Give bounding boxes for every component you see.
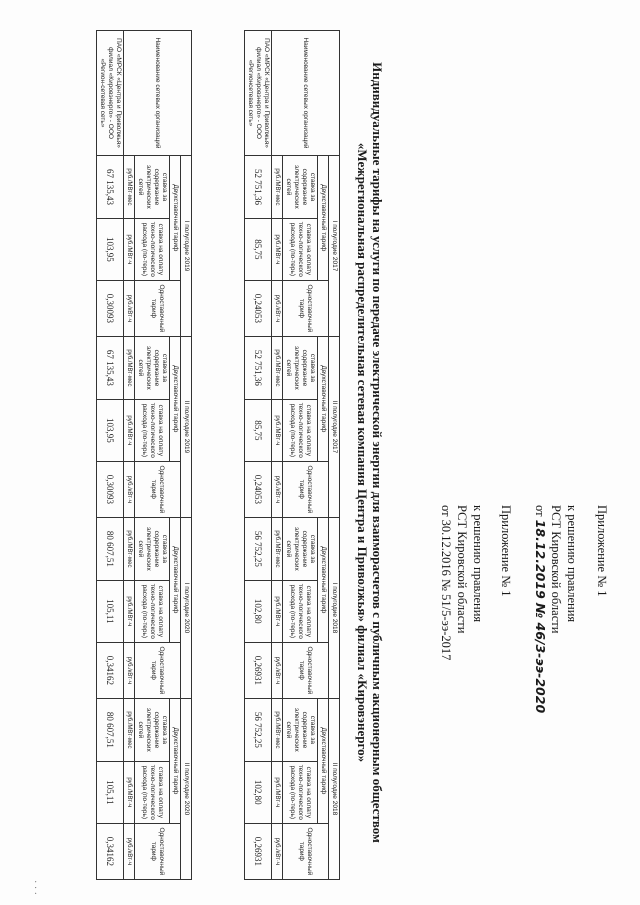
unit-cell: руб./кВт·ч: [272, 642, 283, 698]
units-row: [272, 31, 283, 880]
approval-original: [438, 505, 514, 735]
value-cell: 102,80: [245, 761, 272, 823]
approval-line: от 30.12.2016 № 51/5-ээ-2017: [439, 505, 453, 661]
value-cell: 0,24053: [245, 461, 272, 517]
unit-cell: руб./МВт·ч: [124, 399, 135, 461]
period-header: I полугодие 2018: [329, 517, 340, 698]
title-line-1: Индивидуальные тарифы на услуги по передаче электрической энергии для взаиморасчетов с публичным акционерным обществом: [370, 62, 385, 843]
two-part-header: Двухставочный тариф: [170, 336, 181, 461]
period-header: II полугодие 2020: [181, 698, 192, 879]
unit-cell: руб./кВт·ч: [272, 280, 283, 336]
org-name: ПАО «МРСК «Центра и Приволжья» филиал «Кировэнерго» - ООО «Регион-сетевая сеть»: [97, 31, 124, 156]
two-part-header: Двухставочный тариф: [170, 156, 181, 281]
title-line-2: «Межрегиональная распределительная сетевая компания Центра и Приволжья» филиал «Кировэнерго»: [355, 142, 370, 763]
period-header: I полугодие 2019: [181, 156, 192, 337]
approval-current: [532, 505, 610, 735]
maintenance-header: ставка за содержание электрических сетей: [135, 517, 170, 580]
one-part-header: Одноставочный тариф: [135, 280, 181, 336]
approval-line: РСТ Кировской области: [455, 505, 469, 634]
org-header: Наименование сетевых организаций: [124, 31, 192, 156]
unit-cell: руб./МВт·ч: [272, 218, 283, 280]
table-header-row: [283, 31, 318, 880]
table-row: [97, 31, 124, 880]
two-part-header: Двухставочный тариф: [318, 156, 329, 281]
approval-line: к решению правления: [471, 505, 485, 623]
value-cell: 0,30093: [97, 280, 124, 336]
losses-header: ставка на оплату техно-логического расхода (по-терь): [283, 399, 318, 461]
approval-stamps: [420, 505, 610, 735]
value-cell: 103,95: [97, 218, 124, 280]
unit-cell: руб./МВт·мес: [124, 156, 135, 219]
losses-header: ставка на оплату техно-логического расхода (по-терь): [283, 218, 318, 280]
one-part-header: Одноставочный тариф: [283, 642, 329, 698]
losses-header: ставка на оплату техно-логического расхода (по-терь): [135, 399, 170, 461]
maintenance-header: ставка за содержание электрических сетей: [135, 698, 170, 761]
unit-cell: руб./МВт·ч: [124, 761, 135, 823]
value-cell: 67 135,43: [97, 156, 124, 219]
unit-cell: руб./МВт·ч: [124, 580, 135, 642]
tariff-table-2017-2018: [244, 30, 340, 880]
losses-header: ставка на оплату техно-логического расхода (по-терь): [283, 580, 318, 642]
approval-line: Приложение № 1: [595, 505, 609, 597]
two-part-header: Двухставочный тариф: [318, 698, 329, 823]
unit-cell: руб./МВт·ч: [124, 218, 135, 280]
table-header-row: [329, 31, 340, 880]
unit-cell: руб./МВт·мес: [124, 517, 135, 580]
unit-cell: руб./МВт·ч: [272, 399, 283, 461]
table-header-row: [135, 31, 170, 880]
value-cell: 0,34162: [97, 642, 124, 698]
approval-line: РСТ Кировской области: [549, 505, 563, 634]
maintenance-header: ставка за содержание электрических сетей: [283, 156, 318, 219]
value-cell: 52 751,36: [245, 156, 272, 219]
unit-cell: руб./кВт·ч: [272, 461, 283, 517]
value-cell: 67 135,43: [97, 336, 124, 399]
unit-cell: руб./кВт·ч: [124, 280, 135, 336]
unit-cell: руб./МВт·мес: [272, 336, 283, 399]
value-cell: 0,26931: [245, 823, 272, 879]
unit-cell: руб./кВт·ч: [124, 823, 135, 879]
value-cell: 105,11: [97, 580, 124, 642]
period-header: I полугодие 2020: [181, 517, 192, 698]
two-part-header: Двухставочный тариф: [170, 698, 181, 823]
value-cell: 0,24053: [245, 280, 272, 336]
period-header: II полугодие 2017: [329, 336, 340, 517]
document-title: [355, 30, 385, 875]
value-cell: 56 752,25: [245, 517, 272, 580]
losses-header: ставка на оплату техно-логического расхода (по-терь): [135, 218, 170, 280]
value-cell: 80 607,51: [97, 698, 124, 761]
unit-cell: руб./кВт·ч: [124, 461, 135, 517]
value-cell: 56 752,25: [245, 698, 272, 761]
one-part-header: Одноставочный тариф: [283, 280, 329, 336]
value-cell: 103,95: [97, 399, 124, 461]
unit-cell: руб./МВт·мес: [272, 156, 283, 219]
approval-date-line: [532, 505, 548, 735]
one-part-header: Одноставочный тариф: [283, 823, 329, 879]
tariff-table-2019-2020: [96, 30, 192, 880]
maintenance-header: ставка за содержание электрических сетей: [135, 156, 170, 219]
one-part-header: Одноставочный тариф: [283, 461, 329, 517]
unit-cell: руб./кВт·ч: [272, 823, 283, 879]
unit-cell: руб./МВт·ч: [272, 761, 283, 823]
table-header-row: [318, 31, 329, 880]
table-header-row: [170, 31, 181, 880]
two-part-header: Двухставочный тариф: [318, 517, 329, 642]
value-cell: 80 607,51: [97, 517, 124, 580]
unit-cell: руб./МВт·ч: [272, 580, 283, 642]
unit-cell: руб./кВт·ч: [124, 642, 135, 698]
maintenance-header: ставка за содержание электрических сетей: [283, 698, 318, 761]
org-name: ПАО «МРСК «Центра и Приволжья» филиал «Кировэнерго» - ООО «Регионсетевая сеть»: [245, 31, 272, 156]
table-header-row: [181, 31, 192, 880]
handwritten-date-number: 18.12.2019 № 46/3-ээ-2020: [533, 519, 548, 714]
table-row: [245, 31, 272, 880]
two-part-header: Двухставочный тариф: [318, 336, 329, 461]
unit-cell: руб./МВт·мес: [124, 698, 135, 761]
value-cell: 0,30093: [97, 461, 124, 517]
one-part-header: Одноставочный тариф: [135, 823, 181, 879]
value-cell: 85,75: [245, 399, 272, 461]
value-cell: 0,26931: [245, 642, 272, 698]
value-cell: 105,11: [97, 761, 124, 823]
org-header: Наименование сетевых организаций: [272, 31, 340, 156]
maintenance-header: ставка за содержание электрических сетей: [135, 336, 170, 399]
value-cell: 52 751,36: [245, 336, 272, 399]
one-part-header: Одноставочный тариф: [135, 642, 181, 698]
approval-date-prefix: от: [533, 505, 547, 517]
period-header: I полугодие 2017: [329, 156, 340, 337]
scan-artifact: · · ·: [29, 880, 40, 895]
value-cell: 85,75: [245, 218, 272, 280]
approval-line: к решению правления: [565, 505, 579, 623]
two-part-header: Двухставочный тариф: [170, 517, 181, 642]
unit-cell: руб./МВт·мес: [124, 336, 135, 399]
period-header: II полугодие 2018: [329, 698, 340, 879]
maintenance-header: ставка за содержание электрических сетей: [283, 517, 318, 580]
one-part-header: Одноставочный тариф: [135, 461, 181, 517]
approval-line: Приложение № 1: [499, 505, 513, 597]
maintenance-header: ставка за содержание электрических сетей: [283, 336, 318, 399]
unit-cell: руб./МВт·мес: [272, 698, 283, 761]
period-header: II полугодие 2019: [181, 336, 192, 517]
losses-header: ставка на оплату техно-логического расхода (по-терь): [135, 580, 170, 642]
losses-header: ставка на оплату техно-логического расхода (по-терь): [283, 761, 318, 823]
units-row: [124, 31, 135, 880]
value-cell: 0,34162: [97, 823, 124, 879]
unit-cell: руб./МВт·мес: [272, 517, 283, 580]
value-cell: 102,80: [245, 580, 272, 642]
losses-header: ставка на оплату техно-логического расхода (по-терь): [135, 761, 170, 823]
